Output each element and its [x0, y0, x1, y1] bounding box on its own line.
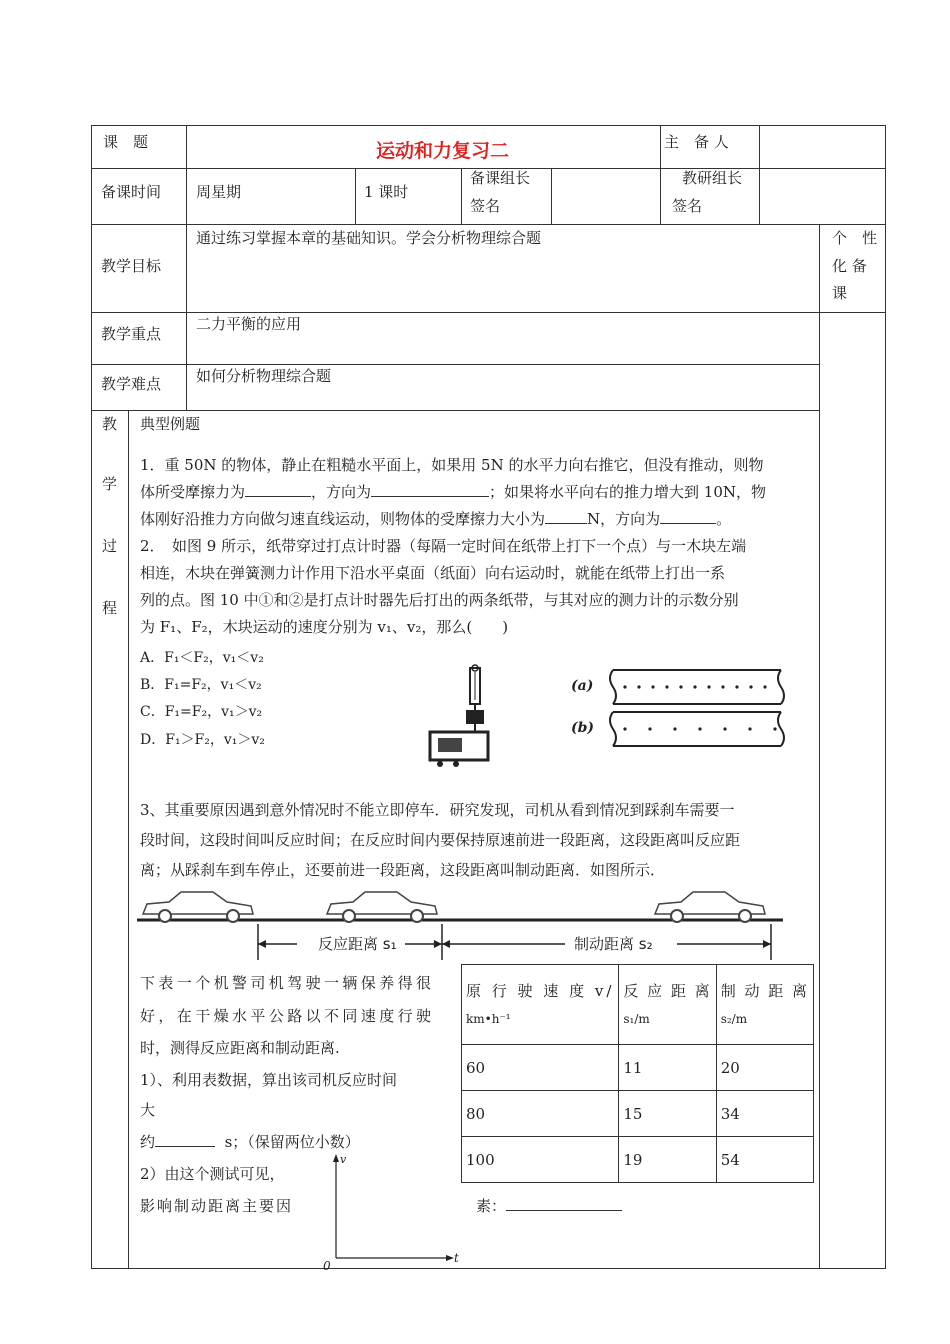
answer-blank[interactable] [660, 507, 716, 524]
table-cell: 11 [619, 1045, 716, 1091]
q3-desc-line: 时，测得反应距离和制动距离. [140, 1039, 340, 1057]
grid-line [461, 168, 462, 224]
header-cell: 制 动 距 离 s₂/m [716, 965, 813, 1045]
table-row [462, 1045, 814, 1091]
reaction-distance-label: 反应距离 s₁ [318, 935, 397, 953]
topic-label: 课 题 [103, 133, 149, 151]
t-axis-label: t [454, 1251, 459, 1265]
research-leader-sign-label: 签名 [672, 197, 703, 215]
goals-label: 教学目标 [101, 257, 162, 275]
examples-heading: 典型例题 [140, 415, 201, 433]
grid-line [885, 125, 886, 1268]
grid-line [91, 312, 886, 313]
paper-tapes-figure [605, 666, 790, 750]
tape-a-label: (a) [571, 678, 594, 694]
table-cell: 60 [462, 1045, 619, 1091]
answer-blank[interactable] [545, 507, 587, 524]
grid-line [91, 125, 886, 126]
option-c[interactable]: C．F₁=F₂，v₁＞v₂ [140, 704, 263, 720]
week-label: 周星期 [196, 183, 242, 201]
grid-line [355, 168, 356, 224]
table-cell: 100 [462, 1137, 619, 1183]
difficulty-label: 教学难点 [101, 375, 162, 393]
stopping-distance-figure [137, 880, 785, 966]
q3-sub2-answer: 素： [476, 1193, 622, 1220]
group-leader-label: 备课组长 [470, 169, 531, 187]
q3-sub1-line: 大 [140, 1101, 156, 1119]
research-leader-label: 教研组长 [682, 169, 743, 187]
car-icon [655, 892, 765, 922]
q1-line: 体所受摩擦力为 ，方向为 ；如果将水平向右的推力增大到 10N，物 [140, 479, 766, 506]
q2-line: 相连，木块在弹簧测力计作用下沿水平桌面（纸面）向右运动时，就能在纸带上打出一系 [140, 564, 726, 582]
process-label-char: 教 [102, 415, 118, 433]
table-header-row [462, 965, 814, 1045]
answer-blank[interactable] [155, 1130, 215, 1147]
car-icon [143, 892, 253, 922]
wooden-block [466, 710, 484, 724]
q3-sub1-line: 约 s；（保留两位小数） [140, 1129, 360, 1156]
table-row [462, 1137, 814, 1183]
process-label-char: 学 [102, 475, 118, 493]
grid-line [91, 410, 819, 411]
q1-line: 1．重 50N 的物体，静止在粗糙水平面上，如果用 5N 的水平力向右推它，但没有推动，则物 [140, 456, 764, 474]
grid-line [91, 364, 819, 365]
key-point-label: 教学重点 [101, 325, 162, 343]
tape-b-label: (b) [571, 720, 595, 736]
personalized-label-3: 课 [832, 284, 848, 302]
q3-sub2-line: 影响制动距离主要因 [140, 1197, 294, 1215]
speed-distance-table [461, 964, 814, 1183]
q3-desc-line: 好，在干燥水平公路以不同速度行驶 [140, 1007, 435, 1025]
personalized-label-2: 化 备 [832, 257, 867, 275]
grid-line [819, 224, 820, 1268]
table-cell: 80 [462, 1091, 619, 1137]
table-cell: 15 [619, 1091, 716, 1137]
grid-line [91, 224, 886, 225]
hours-label: 1 课时 [364, 183, 409, 201]
answer-blank[interactable] [245, 480, 311, 497]
answer-blank[interactable] [506, 1194, 622, 1211]
q3-desc-line: 下表一个机警司机驾驶一辆保养得很 [140, 974, 435, 992]
v-axis-label: v [340, 1153, 347, 1166]
option-b[interactable]: B．F₁=F₂，v₁＜v₂ [140, 677, 262, 693]
q3-line: 离；从踩刹车到车停止，还要前进一段距离，这段距离叫制动距离．如图所示． [140, 861, 666, 879]
q1-line: 体刚好沿推力方向做匀速直线运动，则物体的受摩擦力大小为 N，方向为 。 [140, 506, 731, 533]
option-a[interactable]: A．F₁＜F₂，v₁＜v₂ [140, 650, 264, 666]
goals-text: 通过练习掌握本章的基础知识。学会分析物理综合题 [196, 229, 542, 247]
process-label-char: 过 [102, 537, 118, 555]
table-cell: 34 [716, 1091, 813, 1137]
preparer-label: 主 备 人 [664, 133, 729, 151]
q2-line: 2． 如图 9 所示，纸带穿过打点计时器（每隔一定时间在纸带上打下一个点）与一木块左端 [140, 537, 747, 555]
grid-line [660, 125, 661, 224]
grid-line [91, 125, 92, 1268]
header-cell: 原 行 驶 速 度 v/ km•h⁻¹ [462, 965, 619, 1045]
table-cell: 19 [619, 1137, 716, 1183]
group-leader-sign-label: 签名 [470, 197, 501, 215]
prep-time-label: 备课时间 [101, 183, 162, 201]
grid-line [759, 125, 760, 224]
difficulty-text: 如何分析物理综合题 [196, 367, 332, 385]
personalized-label-1: 个 性 [832, 229, 878, 247]
grid-line [551, 168, 552, 224]
origin-label: 0 [323, 1259, 331, 1273]
grid-line [186, 125, 187, 410]
q3-line: 3、其重要原因遇到意外情况时不能立即停车．研究发现，司机从看到情况到踩刹车需要一 [140, 801, 735, 819]
grid-line [91, 1268, 886, 1269]
table-row [462, 1091, 814, 1137]
process-label-char: 程 [102, 599, 118, 617]
q3-sub2-line: 2）由这个测试可见， [140, 1165, 285, 1183]
q3-line: 段时间，这段时间叫反应时间；在反应时间内要保持原速前进一段距离，这段距离叫反应距 [140, 831, 741, 849]
page-title: 运动和力复习二 [376, 140, 510, 162]
q2-line: 列的点。图 10 中①和②是打点计时器先后打出的两条纸带，与其对应的测力计的示数分别 [140, 591, 739, 609]
key-point-text: 二力平衡的应用 [196, 315, 302, 333]
tape-b [610, 712, 784, 746]
answer-blank[interactable] [371, 480, 489, 497]
q3-sub1-line: 1）、利用表数据，算出该司机反应时间 [140, 1071, 398, 1089]
timer-apparatus-figure [426, 664, 496, 772]
braking-distance-label: 制动距离 s₂ [574, 935, 653, 953]
q2-line: 为 F₁、F₂，木块运动的速度分别为 v₁、v₂，那么( ) [140, 618, 509, 636]
grid-line [128, 410, 129, 1268]
table-cell: 54 [716, 1137, 813, 1183]
header-cell: 反 应 距 离 s₁/m [619, 965, 716, 1045]
table-cell: 20 [716, 1045, 813, 1091]
car-icon [327, 892, 437, 922]
tape-a [610, 670, 784, 704]
option-d[interactable]: D．F₁＞F₂，v₁＞v₂ [140, 732, 265, 748]
